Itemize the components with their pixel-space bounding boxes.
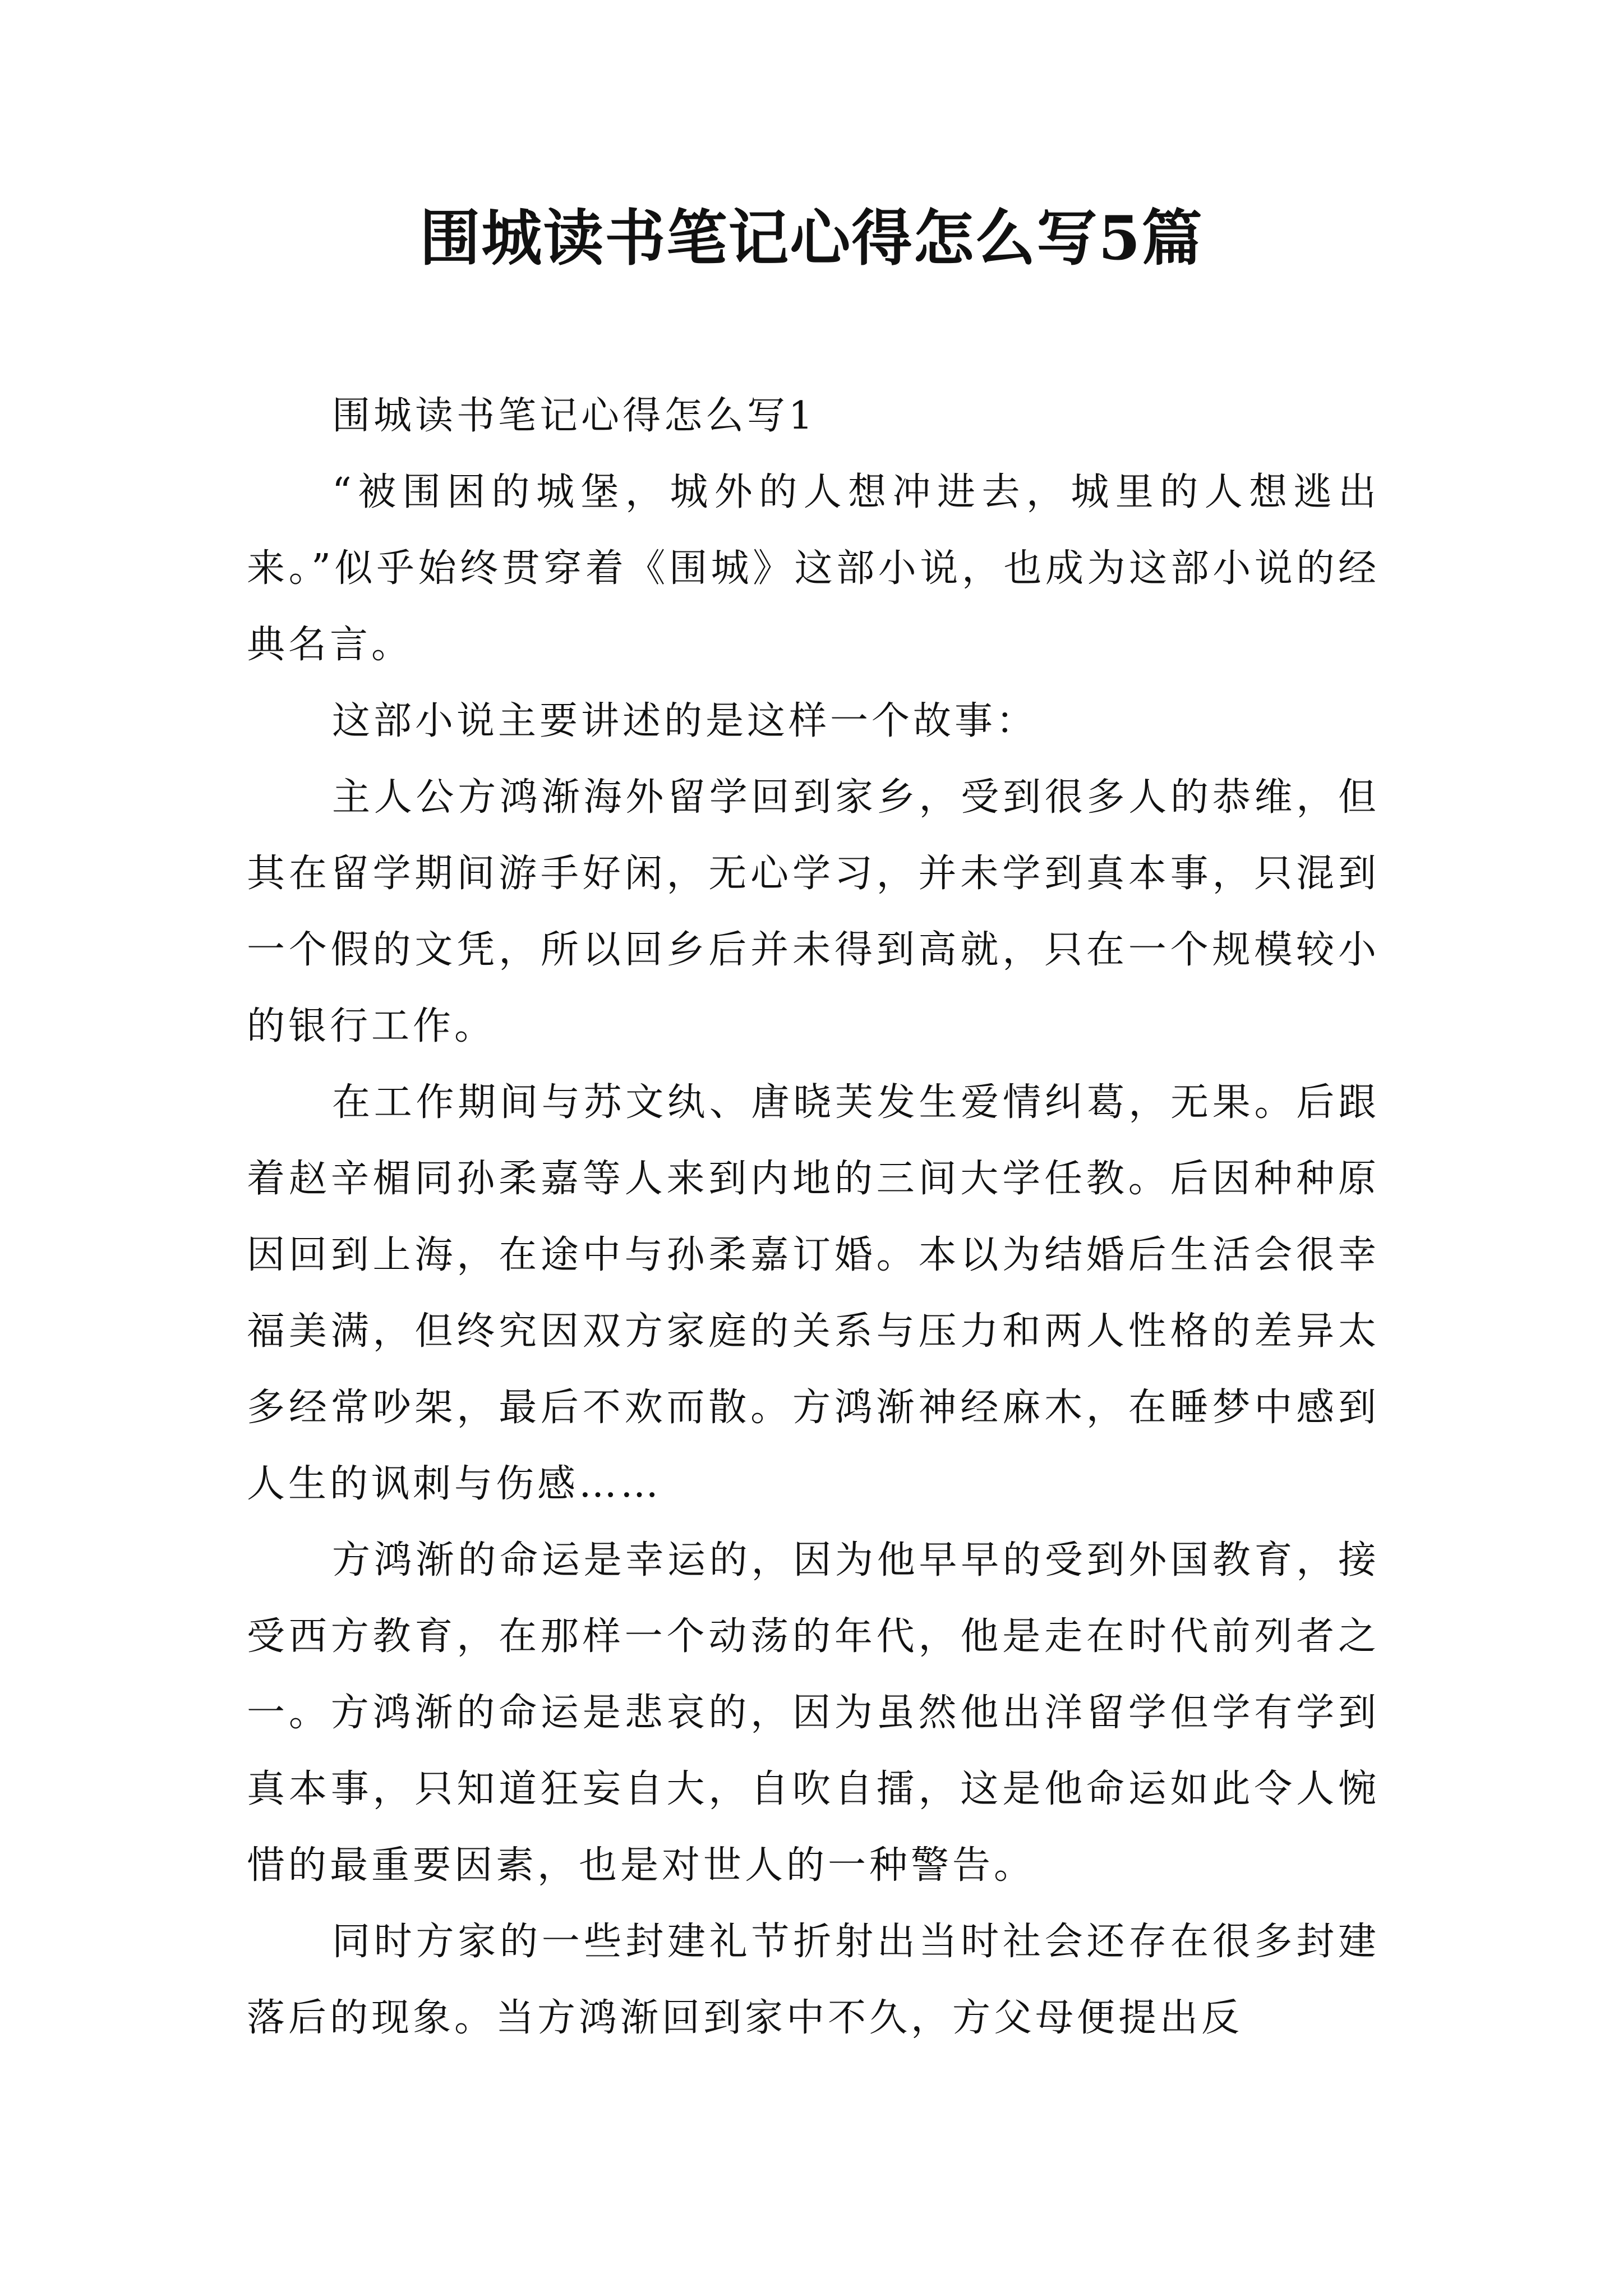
paragraph-fate: 方鸿渐的命运是幸运的，因为他早早的受到外国教育，接受西方教育，在那样一个动荡的年代，他是走在时代前列者之一。方鸿渐的命运是悲哀的，因为虽然他出洋留学但学有学到真本事，只知道狂妄自大，自吹自擂，这是他命运如此令人惋惜的最重要因素，也是对世人的一种警告。 <box>247 1538 1380 1888</box>
paragraph-feudal-customs: 同时方家的一些封建礼节折射出当时社会还存在很多封建落后的现象。当方鸿渐回到家中不久，方父母便提出反 <box>247 1920 1380 2040</box>
document-body <box>247 378 1380 2056</box>
paragraph-section-heading: 围城读书笔记心得怎么写1 <box>332 394 817 438</box>
document-title: 围城读书笔记心得怎么写5篇 <box>419 203 1204 274</box>
paragraph-protagonist: 主人公方鸿渐海外留学回到家乡，受到很多人的恭维，但其在留学期间游手好闲，无心学习，并未学到真本事，只混到一个假的文凭，所以回乡后并未得到高就，只在一个规模较小的银行工作。 <box>247 775 1380 1048</box>
paragraph-plot: 在工作期间与苏文纨、唐晓芙发生爱情纠葛，无果。后跟着赵辛楣同孙柔嘉等人来到内地的三间大学任教。后因种种原因回到上海，在途中与孙柔嘉订婚。本以为结婚后生活会很幸福美满，但终究因双方家庭的关系与压力和两人性格的差异太多经常吵架，最后不欢而散。方鸿渐神经麻木，在睡梦中感到人生的讽刺与伤感…… <box>247 1080 1380 1506</box>
paragraph-quote: “被围困的城堡，城外的人想冲进去，城里的人想逃出来。”似乎始终贯穿着《围城》这部小说，也成为这部小说的经典名言。 <box>247 470 1380 667</box>
paragraph-story-intro: 这部小说主要讲述的是这样一个故事： <box>332 699 1038 743</box>
